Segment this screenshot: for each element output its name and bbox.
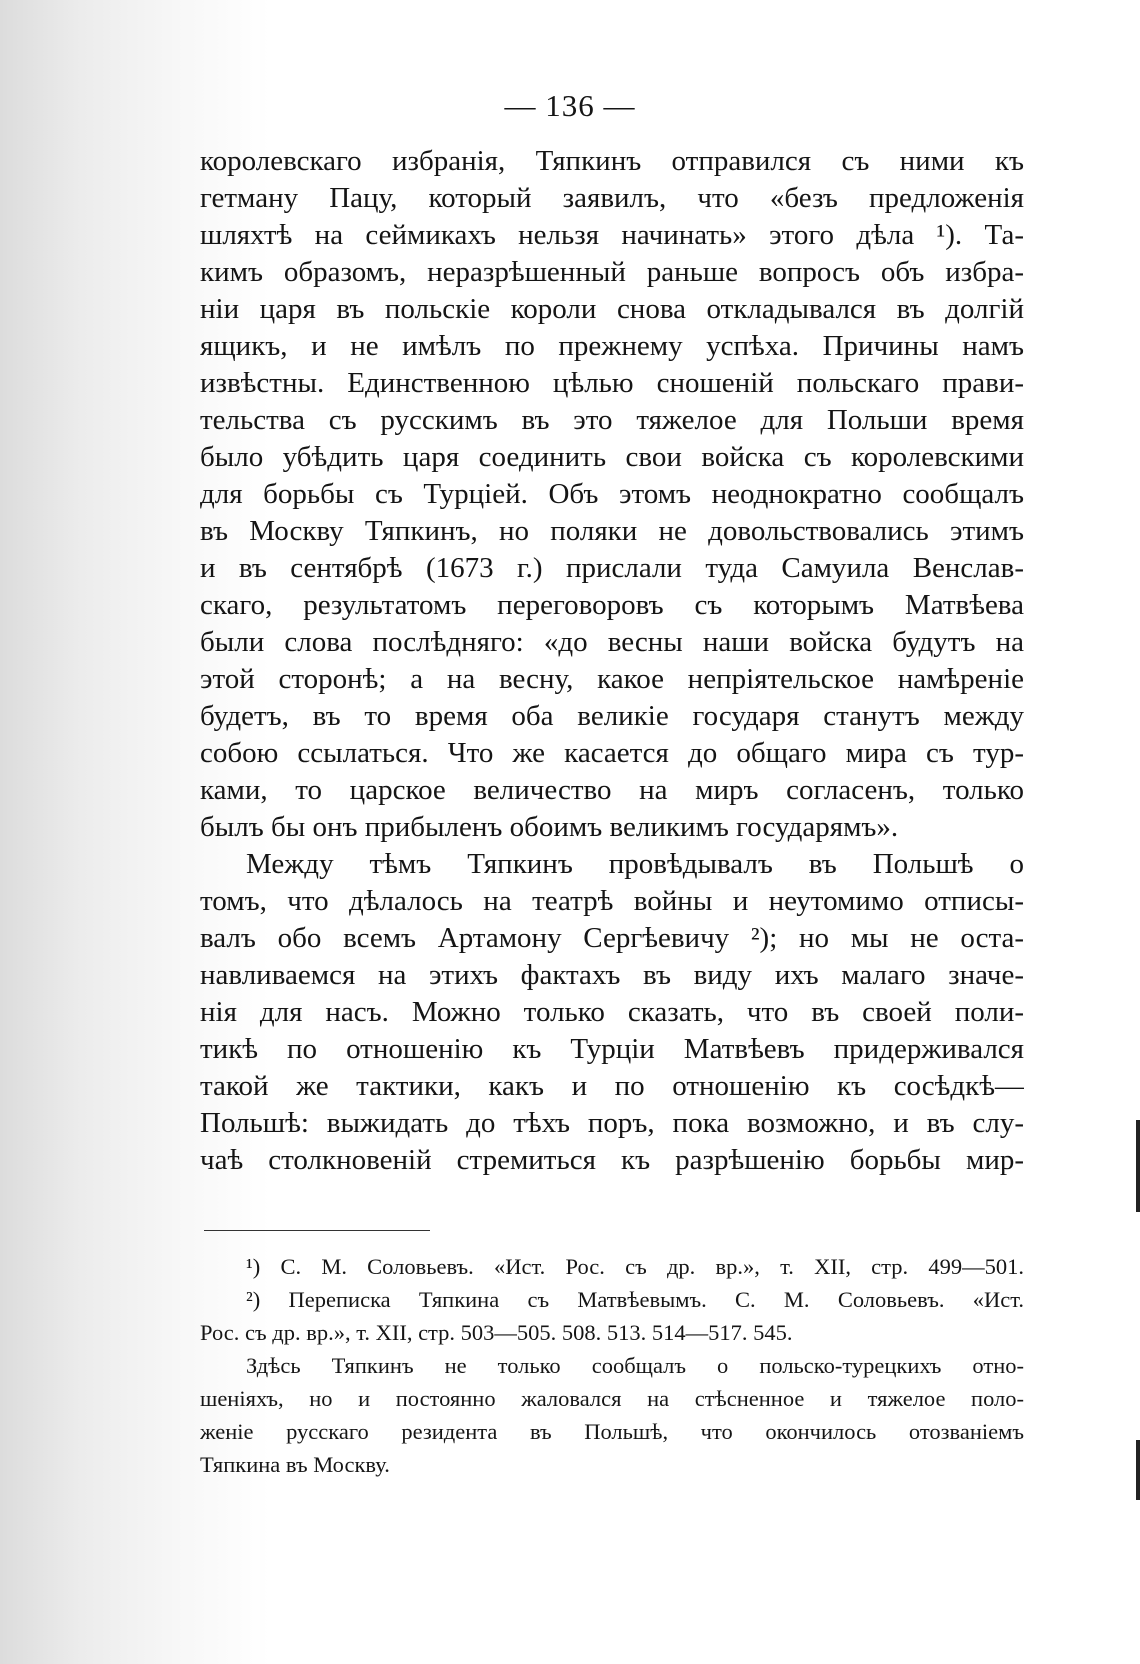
footnote-line: ¹) С. М. Соловьевъ. «Ист. Рос. съ др. вр.», т. XII, стр. 499—501.: [246, 1254, 1024, 1279]
text-line: чаѣ столкновеній стремиться къ разрѣшенію борьбы мир-: [200, 1144, 1024, 1176]
text-line: Польшѣ: выжидать до тѣхъ поръ, пока возможно, и въ слу-: [200, 1107, 1024, 1139]
text-line: валъ обо всемъ Артамону Сергѣевичу ²); но мы не оста-: [200, 922, 1024, 954]
text-line: извѣстны. Единственною цѣлью сношеній польскаго прави-: [200, 367, 1024, 399]
footnote-line: Рос. съ др. вр.», т. XII, стр. 503—505. 508. 513. 514—517. 545.: [200, 1320, 793, 1345]
text-line: ками, то царское величество на миръ согласенъ, только: [200, 774, 1024, 806]
text-line: тикѣ по отношенію къ Турціи Матвѣевъ придерживался: [200, 1033, 1024, 1065]
scan-edge-mark: [1136, 1440, 1140, 1500]
text-line: тельства съ русскимъ въ это тяжелое для Польши время: [200, 404, 1024, 436]
footnotes: [200, 1250, 1024, 1481]
text-line: томъ, что дѣлалось на театрѣ войны и неутомимо отписы-: [200, 885, 1024, 917]
text-line: собою ссылаться. Что же касается до общаго мира съ тур-: [200, 737, 1024, 769]
text-line: былъ бы онъ прибыленъ обоимъ великимъ государямъ».: [200, 811, 899, 843]
footnote-line: шеніяхъ, но и постоянно жаловался на стѣсненное и тяжелое поло-: [200, 1386, 1024, 1411]
page-number: — 136 —: [504, 88, 636, 123]
scan-edge-mark: [1136, 1120, 1140, 1212]
text-line: нія для насъ. Можно только сказать, что въ своей поли-: [200, 996, 1024, 1028]
footnote-divider: [204, 1230, 430, 1231]
text-line: навливаемся на этихъ фактахъ въ виду ихъ малаго значе-: [200, 959, 1024, 991]
text-line: для борьбы съ Турціей. Объ этомъ неоднократно сообщалъ: [200, 478, 1024, 510]
footnote-line: Здѣсь Тяпкинъ не только сообщалъ о польско-турецкихъ отно-: [246, 1353, 1024, 1378]
text-line: ніи царя въ польскіе короли снова откладывался въ долгій: [200, 293, 1024, 325]
text-line: этой сторонѣ; а на весну, какое непріятельское намѣреніе: [200, 663, 1024, 695]
text-line: было убѣдить царя соединить свои войска съ королевскими: [200, 441, 1024, 473]
text-line: были слова послѣдняго: «до весны наши войска будутъ на: [200, 626, 1024, 658]
text-line: будетъ, въ то время оба великіе государя станутъ между: [200, 700, 1024, 732]
text-line: и въ сентябрѣ (1673 г.) прислали туда Самуила Венслав-: [200, 552, 1024, 584]
text-line: скаго, результатомъ переговоровъ съ которымъ Матвѣева: [200, 589, 1024, 621]
text-line: Между тѣмъ Тяпкинъ провѣдывалъ въ Польшѣ о: [246, 848, 1024, 880]
text-line: шляхтѣ на сеймикахъ нельзя начинать» этого дѣла ¹). Та-: [200, 219, 1024, 251]
text-line: ящикъ, и не имѣлъ по прежнему успѣха. Причины намъ: [200, 330, 1024, 362]
footnote-line: Тяпкина въ Москву.: [200, 1452, 390, 1477]
text-line: гетману Пацу, который заявилъ, что «безъ предложенія: [200, 182, 1024, 214]
main-text: [200, 143, 1024, 1179]
footnote-line: женіе русскаго резидента въ Польшѣ, что окончилось отозваніемъ: [200, 1419, 1024, 1444]
text-line: королевскаго избранія, Тяпкинъ отправился съ ними къ: [200, 145, 1024, 177]
text-line: въ Москву Тяпкинъ, но поляки не довольствовались этимъ: [200, 515, 1024, 547]
footnote-line: ²) Переписка Тяпкина съ Матвѣевымъ. С. М. Соловьевъ. «Ист.: [246, 1287, 1024, 1312]
text-line: кимъ образомъ, неразрѣшенный раньше вопросъ объ избра-: [200, 256, 1024, 288]
text-line: такой же тактики, какъ и по отношенію къ сосѣдкѣ—: [200, 1070, 1024, 1102]
